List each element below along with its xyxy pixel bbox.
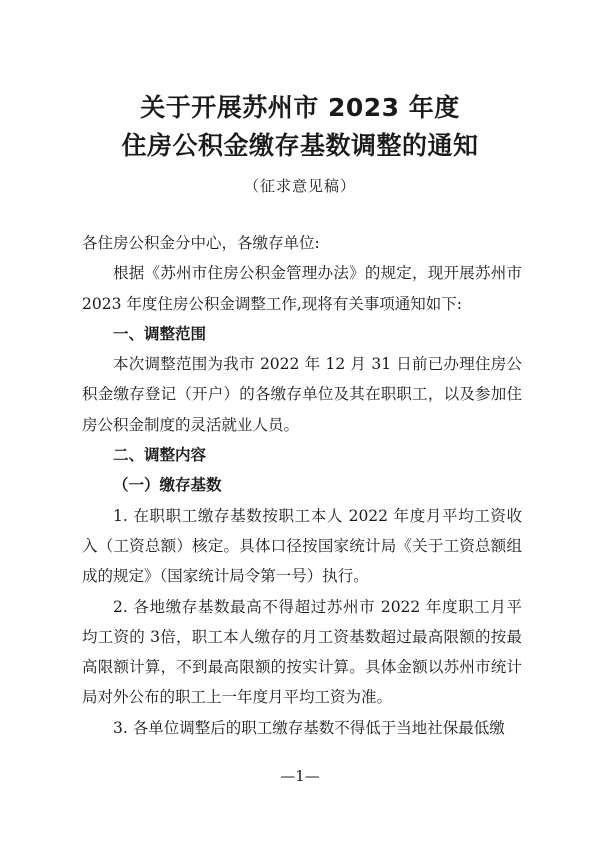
section-1-heading: 一、调整范围	[113, 324, 207, 343]
item-3-paragraph: 3. 各单位调整后的职工缴存基数不得低于当地社保最低缴	[113, 718, 505, 737]
subsection-1-heading: （一）缴存基数	[113, 475, 222, 495]
item-2-paragraph: 2. 各地缴存基数最高不得超过苏州市 2022 年度职工月平均工资的 3倍，职工本人缴存的月工资基数超过最高限额的按最高限额计算，不到最高限额的按实计算。具体金额以苏州市统计局对外公布的职工上一年度月平均工资为准。	[82, 597, 522, 707]
item-1-paragraph: 1. 在职职工缴存基数按职工本人 2022 年度月平均工资收入（工资总额）核定。具体口径按国家统计局《关于工资总额组成的规定》（国家统计局令第一号）执行。	[82, 506, 522, 586]
section-2-heading: 二、调整内容	[113, 446, 207, 465]
draft-subtitle: （征求意见稿）	[243, 177, 356, 195]
section-1-paragraph: 本次调整范围为我市 2022 年 12 月 31 日前已办理住房公积金缴存登记（开户）的各缴存单位及其在职职工，以及参加住房公积金制度的灵活就业人员。	[82, 355, 522, 434]
document-title-line-2: 住房公积金缴存基数调整的通知	[121, 131, 479, 160]
document-title-line-1: 关于开展苏州市 2023 年度	[140, 93, 460, 122]
salutation: 各住房公积金分中心，各缴存单位:	[82, 234, 320, 252]
intro-paragraph: 根据《苏州市住房公积金管理办法》的规定，现开展苏州市 2023 年度住房公积金调整工作,现将有关事项通知如下:	[82, 264, 522, 313]
page-number: —1—	[280, 767, 320, 785]
document-body	[82, 228, 522, 743]
